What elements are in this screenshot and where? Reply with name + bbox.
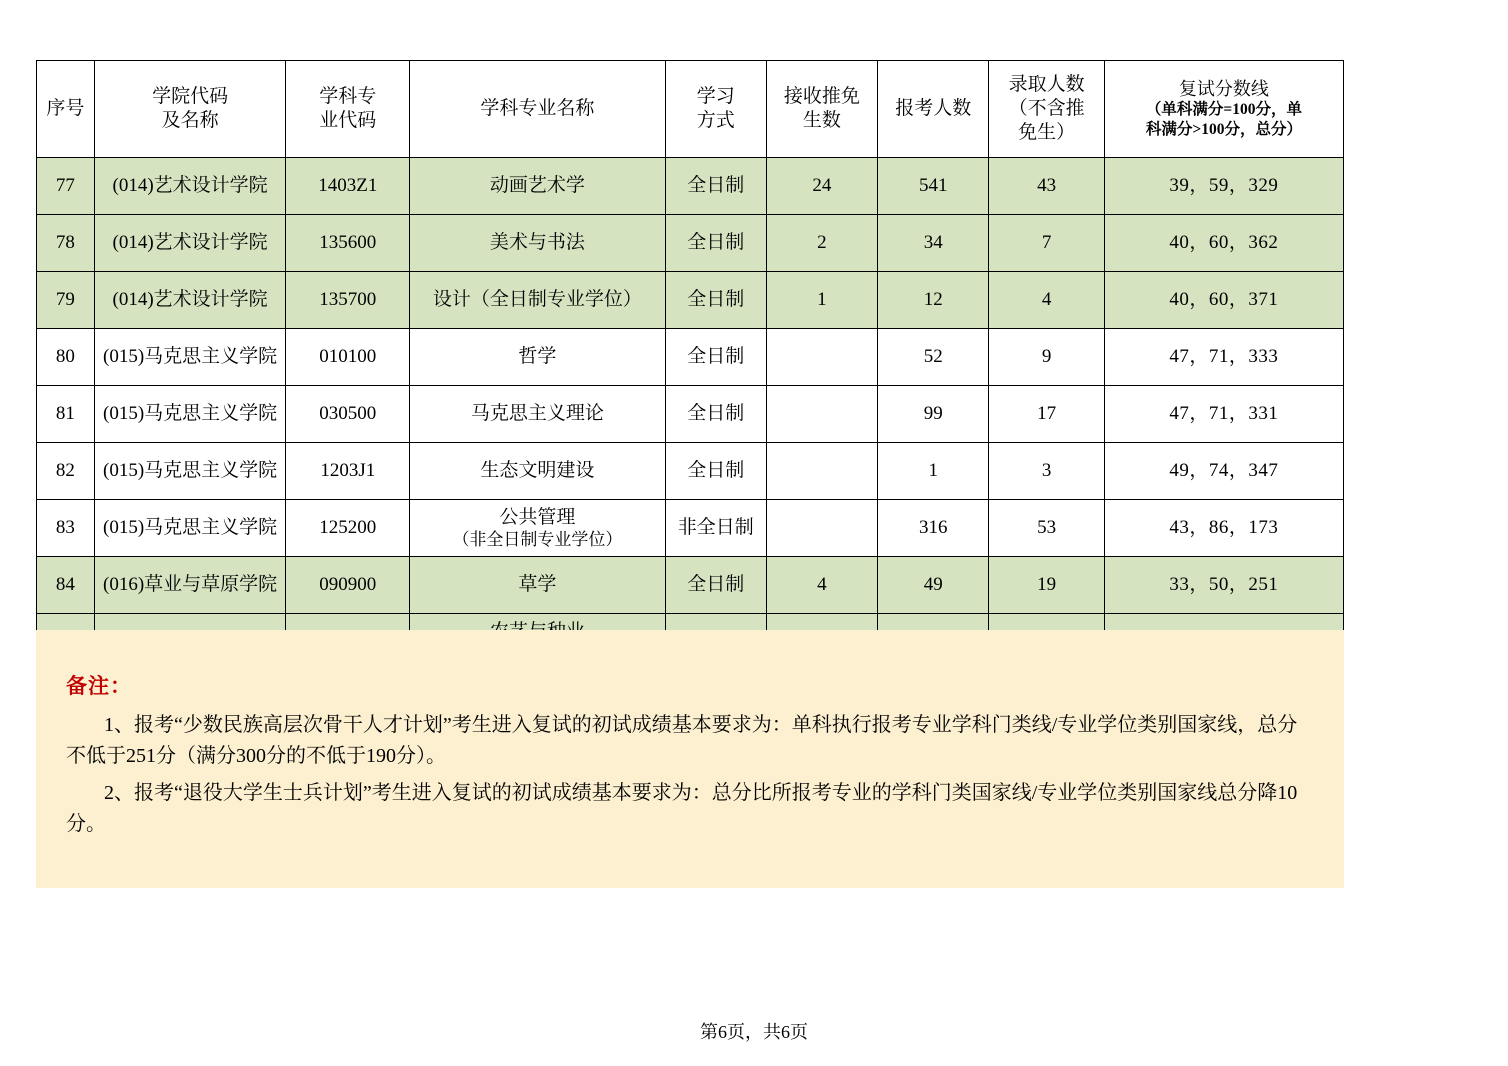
header-text-recommend-l1: 接收推免 xyxy=(783,86,860,108)
cell-major-line2: （非全日制专业学位） xyxy=(452,530,623,550)
header-cell-major-code xyxy=(286,61,410,158)
cell-mode: 全日制 xyxy=(665,386,766,443)
cell-admitted: 9 xyxy=(989,329,1104,386)
table-row xyxy=(37,329,1344,386)
cell-college: (015)马克思主义学院 xyxy=(94,329,286,386)
cell-code: 1403Z1 xyxy=(286,158,410,215)
cell-mode: 全日制 xyxy=(665,272,766,329)
cell-no: 82 xyxy=(37,443,95,500)
cell-no: 80 xyxy=(37,329,95,386)
header-cell-recommend xyxy=(766,61,877,158)
cell-code: 125200 xyxy=(286,500,410,557)
cell-recommend: 4 xyxy=(766,557,877,614)
cell-college: (014)艺术设计学院 xyxy=(94,272,286,329)
cell-major: 设计（全日制专业学位） xyxy=(410,272,666,329)
header-cell-admitted xyxy=(989,61,1104,158)
cell-applicants: 34 xyxy=(878,215,989,272)
cell-admitted: 19 xyxy=(989,557,1104,614)
cell-college: (014)艺术设计学院 xyxy=(94,215,286,272)
cell-code: 1203J1 xyxy=(286,443,410,500)
header-cell-major-name xyxy=(410,61,666,158)
cell-score: 49，74，347 xyxy=(1104,443,1343,500)
table-row xyxy=(37,500,1344,557)
header-cell-score-line xyxy=(1104,61,1343,158)
cell-mode: 全日制 xyxy=(665,215,766,272)
cell-applicants: 49 xyxy=(878,557,989,614)
cell-college: (014)艺术设计学院 xyxy=(94,158,286,215)
cell-mode: 全日制 xyxy=(665,557,766,614)
cell-applicants: 99 xyxy=(878,386,989,443)
header-text-score-l1: 复试分数线 xyxy=(1178,78,1269,99)
cell-no: 83 xyxy=(37,500,95,557)
cell-major-line1: 公共管理 xyxy=(499,506,576,528)
header-text-code-l1: 学科专 xyxy=(319,86,377,108)
table-row xyxy=(37,557,1344,614)
header-text-admitted-l2: （不含推 xyxy=(1008,98,1085,120)
notes-title: 备注： xyxy=(66,674,132,698)
cell-recommend: 2 xyxy=(766,215,877,272)
header-text-score-l3: 科满分>100分，总分） xyxy=(1145,121,1302,139)
cell-score: 40，60，362 xyxy=(1104,215,1343,272)
header-text-recommend-l2: 生数 xyxy=(802,110,841,131)
table-header xyxy=(37,61,1344,158)
cell-recommend xyxy=(766,329,877,386)
page-footer xyxy=(0,1018,1508,1044)
cell-college: (015)马克思主义学院 xyxy=(94,386,286,443)
cell-score: 43，86，173 xyxy=(1104,500,1343,557)
note-item-1: 1、报考“少数民族高层次骨干人才计划”考生进入复试的初试成绩基本要求为：单科执行报考专业学科门类线/专业学位类别国家线，总分不低于251分（满分300分的不低于190分）。 xyxy=(66,714,1298,767)
table-body xyxy=(37,158,1344,671)
header-cell-college xyxy=(94,61,286,158)
cell-major: 美术与书法 xyxy=(410,215,666,272)
cell-score: 33，50，251 xyxy=(1104,557,1343,614)
cell-no: 81 xyxy=(37,386,95,443)
cell-recommend: 24 xyxy=(766,158,877,215)
cell-mode: 非全日制 xyxy=(665,500,766,557)
cell-admitted: 7 xyxy=(989,215,1104,272)
cell-score: 40，60，371 xyxy=(1104,272,1343,329)
cell-mode: 全日制 xyxy=(665,443,766,500)
cell-college: (015)马克思主义学院 xyxy=(94,443,286,500)
cell-major: 哲学 xyxy=(410,329,666,386)
cell-admitted: 3 xyxy=(989,443,1104,500)
cell-recommend xyxy=(766,443,877,500)
cell-admitted: 17 xyxy=(989,386,1104,443)
cell-major: 生态文明建设 xyxy=(410,443,666,500)
table-row xyxy=(37,386,1344,443)
cell-mode: 全日制 xyxy=(665,329,766,386)
cell-code: 030500 xyxy=(286,386,410,443)
header-text-mode-l2: 方式 xyxy=(696,110,735,131)
table-row xyxy=(37,215,1344,272)
header-text-admitted-l3: 免生） xyxy=(1018,121,1076,143)
cell-code: 135600 xyxy=(286,215,410,272)
header-cell-study-mode xyxy=(665,61,766,158)
header-text-major: 学科专业名称 xyxy=(480,98,595,120)
header-text-admitted-l1: 录取人数 xyxy=(1008,74,1085,96)
cell-recommend: 1 xyxy=(766,272,877,329)
score-table-container xyxy=(36,60,1344,671)
cell-no: 84 xyxy=(37,557,95,614)
cell-college: (016)草业与草原学院 xyxy=(94,557,286,614)
cell-major xyxy=(410,500,666,557)
cell-score: 39，59，329 xyxy=(1104,158,1343,215)
note-item-2: 2、报考“退役大学生士兵计划”考生进入复试的初试成绩基本要求为：总分比所报考专业的学科门类国家线/专业学位类别国家线总分降10分。 xyxy=(66,782,1298,835)
cell-major: 马克思主义理论 xyxy=(410,386,666,443)
cell-admitted: 4 xyxy=(989,272,1104,329)
header-text-applicants: 报考人数 xyxy=(895,98,972,120)
cell-recommend xyxy=(766,500,877,557)
cell-score: 47，71，333 xyxy=(1104,329,1343,386)
header-row xyxy=(37,61,1344,158)
cell-code: 090900 xyxy=(286,557,410,614)
cell-score: 47，71，331 xyxy=(1104,386,1343,443)
cell-no: 78 xyxy=(37,215,95,272)
cell-code: 135700 xyxy=(286,272,410,329)
cell-applicants: 541 xyxy=(878,158,989,215)
cell-applicants: 316 xyxy=(878,500,989,557)
notes-panel xyxy=(36,630,1344,888)
cell-college: (015)马克思主义学院 xyxy=(94,500,286,557)
cell-admitted: 43 xyxy=(989,158,1104,215)
cell-mode: 全日制 xyxy=(665,158,766,215)
cell-no: 79 xyxy=(37,272,95,329)
table-row xyxy=(37,443,1344,500)
table-row xyxy=(37,272,1344,329)
cell-admitted: 53 xyxy=(989,500,1104,557)
cell-code: 010100 xyxy=(286,329,410,386)
cell-applicants: 1 xyxy=(878,443,989,500)
header-cell-applicants xyxy=(878,61,989,158)
header-text-mode-l1: 学习 xyxy=(696,86,735,108)
cell-no: 77 xyxy=(37,158,95,215)
header-text-score-l2: （单科满分=100分，单 xyxy=(1145,101,1302,119)
cell-applicants: 52 xyxy=(878,329,989,386)
cell-applicants: 12 xyxy=(878,272,989,329)
header-text-code-l2: 业代码 xyxy=(319,110,377,131)
cell-major: 动画艺术学 xyxy=(410,158,666,215)
score-table xyxy=(36,60,1344,671)
page-number-label: 第6页，共6页 xyxy=(700,1022,808,1042)
header-text-college-l1: 学院代码 xyxy=(152,86,229,108)
cell-recommend xyxy=(766,386,877,443)
header-text-college-l2: 及名称 xyxy=(161,110,219,131)
cell-major: 草学 xyxy=(410,557,666,614)
header-cell-no xyxy=(37,61,95,158)
header-text-no: 序号 xyxy=(46,98,85,120)
table-row xyxy=(37,158,1344,215)
